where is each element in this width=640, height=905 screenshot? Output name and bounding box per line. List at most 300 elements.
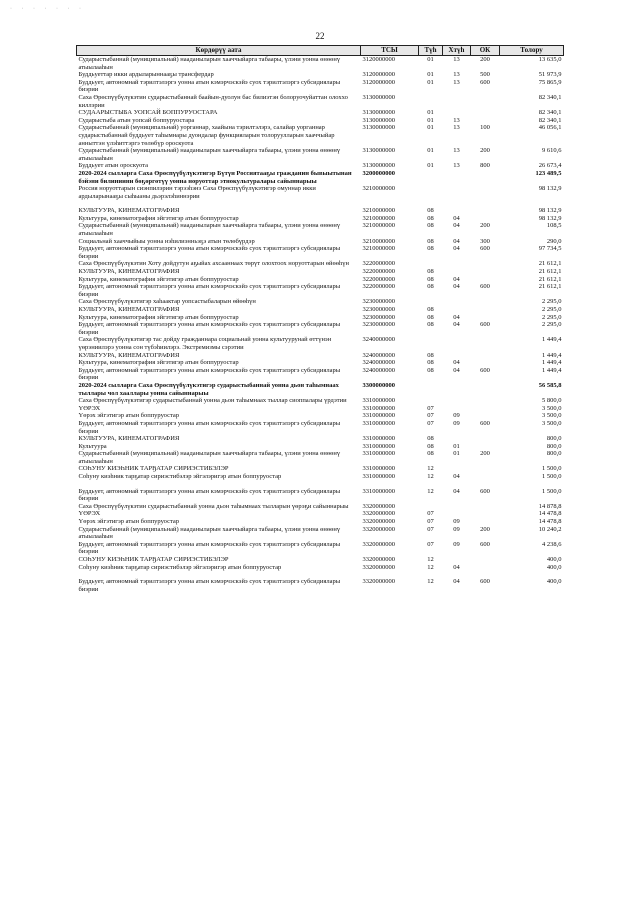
cell-name: Соһуну киэһник тарҕатар сириэстибэлэр эйгэлэригэр атын боппуруостар (78, 563, 282, 571)
cell-name: Буддьует, автономнай тэрилтэлэргэ уонна атын кэмэрчэскэйэ суох тэрилтэлэргэ субсидиялары биэрии (78, 321, 341, 336)
cell-prz: 13 (453, 71, 460, 79)
cell-vr (471, 382, 500, 397)
cell-csr (361, 481, 419, 488)
cell-vr (471, 170, 500, 185)
cell-name: Буддьует, автономнай тэрилтэлэргэ уонна атын кэмэрчэскэйэ суох тэрилтэлэргэ субсидиялары биэрии (78, 283, 341, 298)
table-row (77, 405, 564, 413)
table-row (77, 382, 564, 397)
table-row (77, 79, 564, 94)
cell-sum: 14 478,8 (538, 518, 562, 526)
table-row (77, 71, 564, 79)
cell-name: Социальнай хааччыйыы уонна нэһилиэнньэҕэ атын төлөбүрдэр (78, 237, 255, 245)
cell-name: Сударыстыба атын уопсай боппуруостара (78, 116, 195, 124)
table-row (77, 473, 564, 481)
cell-vr: 600 (480, 283, 490, 291)
cell-prz: 13 (453, 124, 460, 132)
cell-name: СОҺУНУ КИЭҺНИК ТАРҔАТАР СИРИЭСТИБЭЛЭР (78, 556, 229, 563)
cell-vr (471, 336, 500, 351)
cell-prz: 13 (453, 147, 460, 155)
header-csr: ТСЫ (361, 46, 419, 56)
cell-prz (443, 94, 471, 109)
budget-table (76, 45, 564, 593)
cell-rz (419, 382, 443, 397)
cell-name (77, 571, 361, 578)
table-row (77, 283, 564, 298)
cell-prz: 04 (453, 245, 460, 253)
table-row (77, 518, 564, 526)
cell-rz (419, 397, 443, 405)
cell-prz (443, 260, 471, 268)
cell-name: Сударыстыбаннай (муниципальнай) нааданыларын хааччыйарга табаары, үлэни уонна өнөөнү атыылааһын (78, 222, 341, 238)
cell-prz (443, 352, 471, 360)
cell-prz: 04 (453, 578, 460, 586)
cell-prz (443, 185, 471, 200)
cell-csr: 3310000000 (362, 412, 395, 420)
cell-sum: 21 612,1 (538, 260, 562, 268)
table-row (77, 268, 564, 276)
cell-vr (471, 481, 500, 488)
cell-vr (471, 215, 500, 223)
cell-name: КУЛЬТУУРА, КИНЕМАТОГРАФИЯ (78, 351, 180, 359)
cell-csr: 3230000000 (362, 313, 395, 321)
cell-csr: 3240000000 (362, 366, 395, 374)
table-row-spacer (77, 571, 564, 578)
cell-vr: 100 (480, 124, 490, 132)
cell-vr: 600 (480, 419, 490, 427)
cell-csr: 3120000000 (362, 78, 395, 86)
cell-vr (471, 207, 500, 215)
cell-rz: 07 (427, 412, 434, 420)
cell-csr: 3240000000 (362, 351, 395, 359)
cell-sum: 51 973,9 (538, 71, 562, 79)
table-row (77, 564, 564, 572)
cell-csr: 3320000000 (362, 518, 395, 526)
cell-vr: 300 (480, 237, 490, 245)
cell-sum (500, 481, 564, 488)
cell-csr: 3220000000 (362, 260, 395, 268)
table-row (77, 412, 564, 420)
cell-sum: 26 673,4 (538, 162, 562, 170)
cell-rz: 12 (427, 563, 434, 571)
cell-vr (471, 564, 500, 572)
cell-vr: 200 (480, 147, 490, 155)
cell-vr (471, 352, 500, 360)
cell-sum: 3 500,0 (542, 412, 562, 420)
cell-vr: 800 (480, 162, 490, 170)
header-sum: Толору (500, 46, 564, 56)
cell-vr (471, 117, 500, 125)
cell-rz: 01 (427, 162, 434, 170)
cell-vr (471, 276, 500, 284)
cell-sum: 4 238,6 (542, 540, 562, 548)
cell-csr: 3120000000 (362, 71, 395, 79)
table-row (77, 260, 564, 268)
table-row (77, 306, 564, 314)
cell-vr (471, 397, 500, 405)
cell-prz: 04 (453, 313, 460, 321)
table-row (77, 162, 564, 170)
cell-rz: 08 (427, 283, 434, 291)
page-number: 22 (315, 31, 325, 41)
table-row (77, 215, 564, 223)
header-prz: Хтүһ (443, 46, 471, 56)
cell-csr: 3310000000 (362, 473, 395, 481)
table-row (77, 109, 564, 117)
cell-vr: 600 (480, 245, 490, 253)
table-row (77, 276, 564, 284)
cell-csr: 3320000000 (362, 563, 395, 571)
cell-vr: 200 (480, 525, 490, 533)
cell-rz: 01 (427, 71, 434, 79)
cell-rz (419, 200, 443, 207)
cell-prz: 09 (453, 412, 460, 420)
cell-csr: 3210000000 (362, 222, 395, 230)
table-row (77, 488, 564, 503)
cell-rz (419, 170, 443, 185)
cell-csr: 3230000000 (362, 298, 395, 306)
cell-sum: 2 295,0 (542, 298, 562, 306)
cell-sum: 98 132,9 (538, 207, 562, 215)
cell-csr: 3130000000 (362, 147, 395, 155)
cell-name: СОҺУНУ КИЭҺНИК ТАРҔАТАР СИРИЭСТИБЭЛЭР (78, 465, 229, 473)
cell-rz: 01 (427, 147, 434, 155)
cell-rz: 08 (427, 222, 434, 230)
table-row (77, 420, 564, 435)
cell-name: КУЛЬТУУРА, КИНЕМАТОГРАФИЯ (78, 207, 180, 215)
table-row (77, 397, 564, 405)
cell-rz: 08 (427, 275, 434, 283)
cell-vr: 600 (480, 321, 490, 329)
cell-vr (471, 518, 500, 526)
cell-csr: 3210000000 (362, 207, 395, 215)
cell-sum: 2 295,0 (542, 313, 562, 321)
cell-vr (471, 298, 500, 306)
cell-csr: 3310000000 (362, 397, 395, 405)
cell-prz (443, 510, 471, 518)
cell-rz: 08 (427, 214, 434, 222)
table-row (77, 94, 564, 109)
cell-prz: 04 (453, 275, 460, 283)
cell-csr: 3210000000 (362, 237, 395, 245)
cell-sum: 1 449,4 (542, 359, 562, 367)
cell-prz: 04 (453, 359, 460, 367)
cell-name: Соһуну киэһник тарҕатар сириэстибэлэр эйгэлэригэр атын боппуруостар (78, 473, 282, 481)
cell-sum: 2 295,0 (542, 321, 562, 329)
cell-prz (443, 435, 471, 443)
cell-rz (419, 336, 443, 351)
table-row (77, 321, 564, 336)
cell-name: Буддьует атын ороскуота (78, 162, 148, 170)
cell-vr: 200 (480, 450, 490, 458)
cell-csr (361, 571, 419, 578)
cell-name: Буддьует, автономнай тэрилтэлэргэ уонна атын кэмэрчэскэйэ суох тэрилтэлэргэ субсидиялары биэрии (78, 419, 341, 435)
cell-sum: 82 340,1 (538, 116, 562, 124)
cell-name: Буддьуеттар икки ардыларыннааҕы трансфердар (78, 71, 214, 79)
cell-rz: 01 (427, 124, 434, 132)
cell-vr: 200 (480, 222, 490, 230)
cell-prz: 13 (453, 116, 460, 124)
cell-rz: 08 (427, 313, 434, 321)
cell-prz (443, 170, 471, 185)
cell-vr (471, 473, 500, 481)
cell-csr: 3120000000 (362, 56, 395, 63)
cell-vr (471, 268, 500, 276)
cell-rz: 07 (427, 518, 434, 526)
cell-name: Буддьует, автономнай тэрилтэлэргэ уонна атын кэмэрчэскэйэ суох тэрилтэлэргэ субсидиялары биэрии (78, 487, 341, 503)
table-body (77, 56, 564, 594)
cell-name (77, 200, 361, 207)
table-row (77, 578, 564, 593)
cell-sum: 1 449,4 (542, 351, 562, 359)
cell-rz: 07 (427, 525, 434, 533)
cell-rz: 08 (427, 237, 434, 245)
cell-sum: 1 500,0 (542, 487, 562, 495)
cell-name: Культуура, кинематография эйгэтигэр атын боппуруостар (78, 214, 239, 222)
cell-sum (500, 200, 564, 207)
cell-prz (443, 556, 471, 564)
table-row-spacer (77, 200, 564, 207)
cell-rz: 07 (427, 540, 434, 548)
cell-csr: 3300000000 (362, 381, 395, 389)
cell-prz (443, 207, 471, 215)
cell-vr: 600 (480, 578, 490, 586)
cell-csr (361, 200, 419, 207)
cell-sum: 21 612,1 (538, 268, 562, 276)
cell-sum: 400,0 (546, 578, 562, 586)
cell-rz: 01 (427, 56, 434, 63)
cell-sum: 3 500,0 (542, 419, 562, 427)
cell-prz: 01 (453, 442, 460, 450)
cell-sum: 108,5 (546, 222, 562, 230)
cell-name: ҮӨРЭХ (78, 404, 101, 412)
table-row (77, 526, 564, 541)
cell-vr (471, 185, 500, 200)
cell-name: Культуура, кинематография эйгэтигэр атын боппуруостар (78, 359, 239, 367)
cell-csr: 3210000000 (362, 214, 395, 222)
table-row (77, 298, 564, 306)
table-header-row (77, 46, 564, 56)
cell-name: КУЛЬТУУРА, КИНЕМАТОГРАФИЯ (78, 268, 180, 276)
cell-sum: 800,0 (546, 450, 562, 458)
cell-csr: 3240000000 (362, 359, 395, 367)
cell-rz (419, 260, 443, 268)
cell-prz: 09 (453, 518, 460, 526)
cell-rz: 07 (427, 404, 434, 412)
cell-prz: 04 (453, 222, 460, 230)
cell-name: Сударыстыбаннай (муниципальнай) нааданыларын хааччыйарга табаары, үлэни уонна өнөөнү атыылааһын (78, 450, 341, 465)
cell-rz: 12 (427, 556, 434, 563)
cell-vr (471, 571, 500, 578)
scan-artifact: · · · · · · · (10, 6, 85, 12)
cell-prz: 04 (453, 283, 460, 291)
table-row (77, 56, 564, 72)
cell-csr: 3310000000 (362, 487, 395, 495)
cell-name: 2020-2024 сылларга Саха Өрөспүүбүлүкэтигэр сударыстыбаннай уонна дьон таһымнаах тыллары чол хааллары уонна сайыннарыы (78, 381, 339, 397)
table-row (77, 314, 564, 322)
cell-name: Сударыстыбаннай (муниципальнай) нааданыларын хааччыйарга табаары, үлэни уонна өнөөнү атыылааһын (78, 56, 341, 71)
cell-vr (471, 510, 500, 518)
cell-prz: 09 (453, 419, 460, 427)
table-row (77, 352, 564, 360)
cell-name: Саха Өрөспүүбүлүкэтин Хоту дойдутун аҕыйах ахсааннаах төрүт олохтоох норуоттарын өйөөһүн (78, 260, 350, 268)
cell-prz (443, 465, 471, 473)
cell-rz: 12 (427, 578, 434, 586)
cell-name: Сударыстыбаннай (муниципальнай) нааданыларын хааччыйарга табаары, үлэни уонна өнөөнү атыылааһын (78, 147, 341, 162)
table-row (77, 503, 564, 511)
cell-csr: 3210000000 (362, 245, 395, 253)
cell-rz: 12 (427, 465, 434, 473)
cell-name (77, 481, 361, 488)
cell-sum: 14 878,8 (538, 502, 562, 510)
cell-sum: 2 295,0 (542, 306, 562, 313)
cell-csr: 3310000000 (362, 442, 395, 450)
cell-vr (471, 556, 500, 564)
cell-csr: 3310000000 (362, 465, 395, 473)
cell-prz (443, 200, 471, 207)
cell-sum: 800,0 (546, 435, 562, 443)
table-row (77, 185, 564, 200)
cell-csr: 3320000000 (362, 510, 395, 518)
cell-name: Буддьует, автономнай тэрилтэлэргэ уонна атын кэмэрчэскэйэ суох тэрилтэлэргэ субсидиялары биэрии (78, 78, 341, 94)
table-row (77, 359, 564, 367)
table-row (77, 222, 564, 237)
cell-vr (471, 109, 500, 117)
cell-rz: 08 (427, 207, 434, 215)
cell-prz: 04 (453, 214, 460, 222)
cell-prz: 09 (453, 540, 460, 548)
table-row (77, 336, 564, 351)
cell-vr: 600 (480, 540, 490, 548)
cell-csr: 3310000000 (362, 404, 395, 412)
table-row (77, 147, 564, 162)
cell-sum: 98 132,9 (538, 214, 562, 222)
cell-sum: 123 489,5 (535, 169, 562, 177)
cell-vr: 500 (480, 71, 490, 79)
table-row (77, 510, 564, 518)
cell-rz: 08 (427, 366, 434, 374)
cell-prz: 04 (453, 563, 460, 571)
cell-rz: 08 (427, 268, 434, 276)
cell-csr: 3130000000 (362, 116, 395, 124)
cell-vr (471, 314, 500, 322)
cell-sum: 1 500,0 (542, 465, 562, 473)
cell-name: Культуура (78, 442, 107, 450)
cell-prz (443, 109, 471, 117)
cell-sum: 13 635,0 (538, 56, 562, 63)
cell-vr (471, 94, 500, 109)
cell-csr: 3320000000 (362, 540, 395, 548)
cell-csr: 3220000000 (362, 275, 395, 283)
cell-csr: 3220000000 (362, 268, 395, 276)
cell-vr (471, 306, 500, 314)
cell-name: Буддьует, автономнай тэрилтэлэргэ уонна атын кэмэрчэскэйэ суох тэрилтэлэргэ субсидиялары биэрии (78, 540, 341, 556)
cell-rz (419, 503, 443, 511)
cell-sum: 5 800,0 (542, 397, 562, 405)
cell-rz: 01 (427, 109, 434, 117)
cell-csr: 3320000000 (362, 556, 395, 563)
cell-vr (471, 260, 500, 268)
cell-rz: 08 (427, 321, 434, 329)
cell-name: 2020-2024 сылларга Саха Өрөспүүбүлүкэтигэр Бүтүн Россиятааҕы гражданин бывыытынан бэйэни билиниини бөҕөргөтүү уонна норуоттар этнокультуралары сайыннарыы (78, 169, 352, 185)
cell-name: СУДААРЫСТЫБА УОПСАЙ БОППУРУОСТАРА (78, 109, 218, 117)
cell-rz: 08 (427, 442, 434, 450)
header-rz: Түһ (419, 46, 443, 56)
cell-prz: 13 (453, 56, 460, 63)
cell-rz: 08 (427, 359, 434, 367)
table-row (77, 117, 564, 125)
cell-name: Культуура, кинематография эйгэтигэр атын боппуруостар (78, 275, 239, 283)
cell-name: ҮӨРЭХ (78, 510, 101, 518)
cell-prz: 04 (453, 366, 460, 374)
cell-csr: 3240000000 (362, 336, 395, 344)
cell-name: Сударыстыбаннай (муниципальнай) нааданыларын хааччыйарга табаары, үлэни уонна өнөөнү атыылааһын (78, 525, 341, 541)
cell-name: Саха Өрөспүүбүлүкэтин сударыстыбаннай уонна дьон таһымнаах тылларын үөрэҕи сайыннарыы (78, 502, 349, 510)
cell-prz (443, 481, 471, 488)
table-row (77, 435, 564, 443)
cell-vr (471, 435, 500, 443)
cell-vr: 200 (480, 56, 490, 63)
table-row (77, 465, 564, 473)
cell-vr (471, 200, 500, 207)
cell-prz: 04 (453, 321, 460, 329)
cell-sum (500, 571, 564, 578)
cell-prz (443, 268, 471, 276)
cell-prz: 13 (453, 78, 460, 86)
cell-vr (471, 503, 500, 511)
cell-rz: 08 (427, 351, 434, 359)
cell-sum: 1 449,4 (542, 336, 562, 344)
cell-prz (443, 405, 471, 413)
cell-name: Саха Өрөспүүбүлүкэтигэр сударыстыбаннай уонна дьон таһымнаах тыллар сиоппалары үрдэтии (78, 397, 347, 405)
cell-csr: 3200000000 (362, 169, 395, 177)
cell-sum: 290,0 (546, 237, 562, 245)
cell-csr: 3310000000 (362, 450, 395, 458)
cell-csr: 3230000000 (362, 321, 395, 329)
cell-prz (443, 503, 471, 511)
cell-prz: 04 (453, 237, 460, 245)
cell-prz (443, 397, 471, 405)
cell-vr (471, 359, 500, 367)
cell-sum: 75 865,9 (538, 78, 562, 86)
cell-prz (443, 298, 471, 306)
cell-vr (471, 405, 500, 413)
cell-vr: 600 (480, 78, 490, 86)
table-row (77, 207, 564, 215)
cell-prz: 13 (453, 162, 460, 170)
cell-csr: 3320000000 (362, 525, 395, 533)
cell-sum: 3 500,0 (542, 404, 562, 412)
cell-vr (471, 443, 500, 451)
cell-csr: 3130000000 (362, 109, 395, 117)
cell-prz (443, 306, 471, 314)
cell-csr: 3320000000 (362, 502, 395, 510)
table-row (77, 541, 564, 556)
cell-csr: 3130000000 (362, 124, 395, 132)
cell-vr (471, 412, 500, 420)
cell-rz: 01 (427, 78, 434, 86)
cell-rz: 08 (427, 435, 434, 443)
cell-vr: 600 (480, 487, 490, 495)
cell-csr: 3230000000 (362, 306, 395, 313)
cell-vr (471, 465, 500, 473)
cell-rz: 08 (427, 245, 434, 253)
table-row (77, 450, 564, 465)
cell-rz (419, 94, 443, 109)
cell-rz: 12 (427, 487, 434, 495)
header-name: Көрдөрүү аата (77, 46, 361, 56)
cell-prz (443, 336, 471, 351)
cell-sum: 10 240,2 (538, 525, 562, 533)
